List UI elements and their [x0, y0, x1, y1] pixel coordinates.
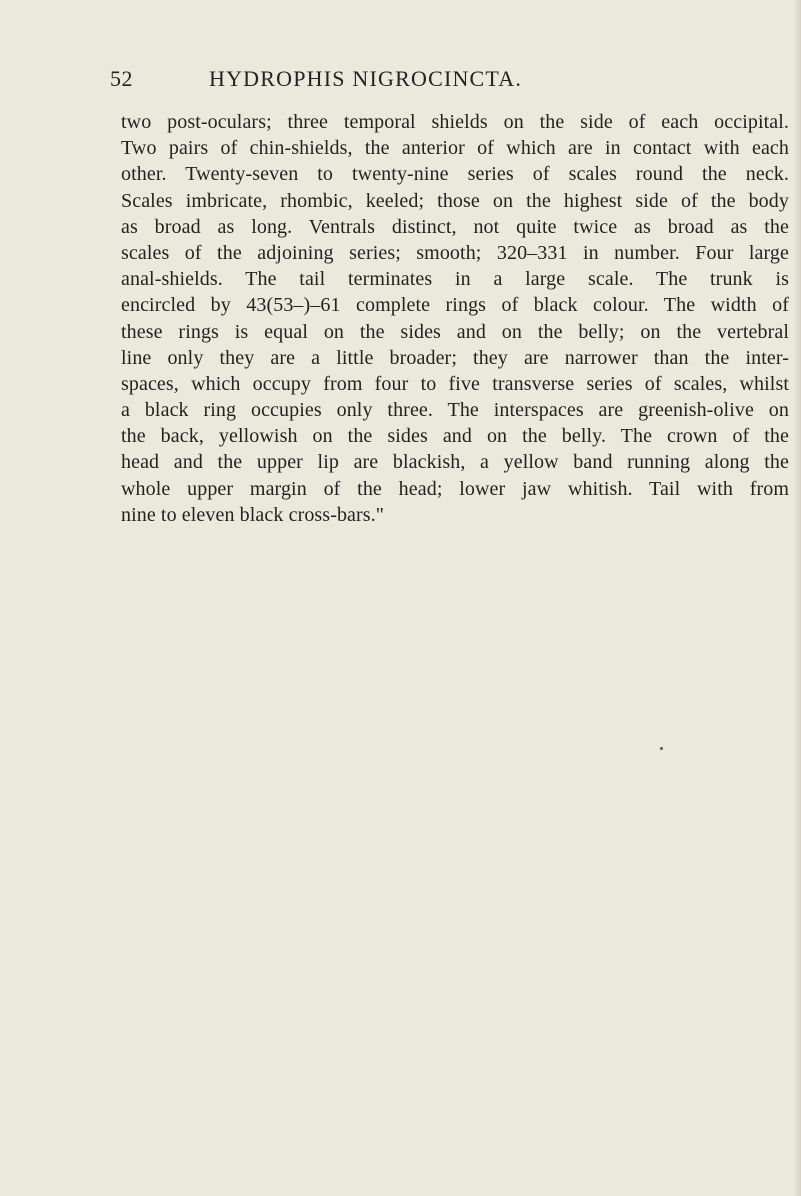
text-line: Scales imbricate, rhombic, keeled; those on the highest side of the body: [121, 189, 789, 212]
text-line: encircled by 43(53–)–61 complete rings of black colour. The width of: [121, 294, 789, 317]
text-line: as broad as long. Ventrals distinct, not quite twice as broad as the: [121, 215, 789, 238]
text-line: spaces, which occupy from four to five transverse series of scales, whilst: [121, 372, 789, 395]
page-edge-shadow: [793, 0, 801, 1196]
text-line: these rings is equal on the sides and on the belly; on the vertebral: [121, 320, 789, 343]
text-line: a black ring occupies only three. The interspaces are greenish-olive on: [121, 399, 789, 422]
body-paragraph: [121, 109, 789, 528]
running-head: [110, 66, 704, 92]
running-title: HYDROPHIS NIGROCINCTA.: [209, 66, 523, 91]
text-line: head and the upper lip are blackish, a yellow band running along the: [121, 451, 789, 474]
text-line: scales of the adjoining series; smooth; 320–331 in number. Four large: [121, 241, 789, 264]
text-line: two post-oculars; three temporal shields on the side of each occipital.: [121, 111, 789, 133]
paper-speck: [660, 747, 663, 750]
page-number: 52: [110, 66, 133, 91]
text-line: anal-shields. The tail terminates in a large scale. The trunk is: [121, 268, 789, 291]
text-line: other. Twenty-seven to twenty-nine series of scales round the neck.: [121, 163, 789, 186]
text-line: line only they are a little broader; they are narrower than the inter-: [121, 346, 789, 369]
text-line: Two pairs of chin-shields, the anterior of which are in contact with each: [121, 137, 789, 160]
text-line: the back, yellowish on the sides and on the belly. The crown of the: [121, 425, 789, 448]
text-line: nine to eleven black cross-bars.": [121, 503, 385, 526]
text-line: whole upper margin of the head; lower jaw whitish. Tail with from: [121, 477, 789, 500]
